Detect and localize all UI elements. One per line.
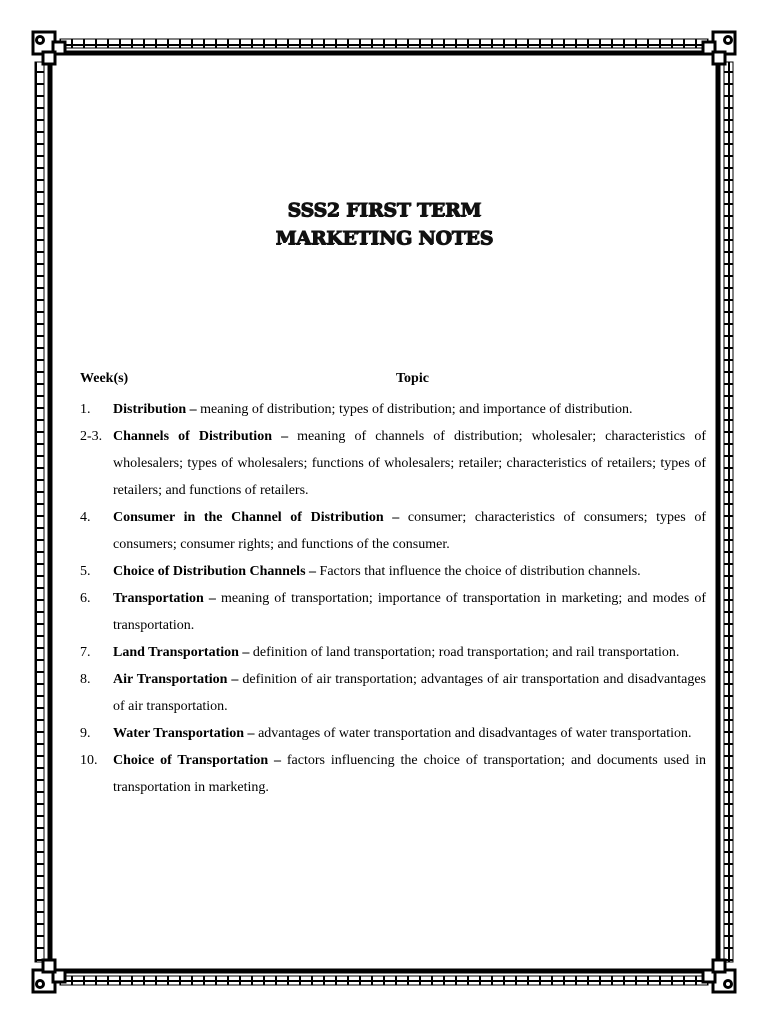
topic-heading: Channels of Distribution – xyxy=(113,429,289,444)
week-number: 10. xyxy=(80,753,98,768)
week-number: 7. xyxy=(80,645,91,660)
week-column-header: Week(s) xyxy=(80,371,129,386)
week-number: 2-3. xyxy=(80,429,103,444)
topic-item xyxy=(80,585,706,639)
topic-item xyxy=(80,747,706,801)
topic-heading: Choice of Distribution Channels – xyxy=(113,564,317,579)
topic-details: Factors that influence the choice of distribution channels. xyxy=(316,564,641,579)
topic-details: meaning of transportation; importance of transportation in marketing; and modes of transportation. xyxy=(113,591,706,633)
topic-details: meaning of distribution; types of distribution; and importance of distribution. xyxy=(196,402,633,417)
topic-heading: Land Transportation – xyxy=(113,645,250,660)
topic-item xyxy=(80,396,706,423)
week-number: 9. xyxy=(80,726,91,741)
topic-item xyxy=(80,639,706,666)
week-number: 6. xyxy=(80,591,91,606)
topic-heading: Transportation – xyxy=(113,591,216,606)
topic-column-header: Topic xyxy=(396,371,429,386)
corner-ornament-tl xyxy=(33,32,65,64)
topic-item xyxy=(80,504,706,558)
topic-details: meaning of channels of distribution; wholesaler; characteristics of wholesalers; types of wholesalers; functions of wholesalers; retailer; characteristics of retailers; types of retailers; and functions of retailers. xyxy=(113,429,706,498)
topic-heading: Distribution – xyxy=(113,402,197,417)
topic-item xyxy=(80,558,706,585)
topic-item xyxy=(80,423,706,504)
week-number: 4. xyxy=(80,510,91,525)
topic-details: consumer; characteristics of consumers; types of consumers; consumer rights; and functions of the consumer. xyxy=(113,510,706,552)
corner-ornament-tr xyxy=(703,32,735,64)
week-number: 5. xyxy=(80,564,91,579)
topic-heading: Choice of Transportation – xyxy=(113,753,282,768)
topic-details: definition of land transportation; road transportation; and rail transportation. xyxy=(249,645,680,660)
topic-details: factors influencing the choice of transportation; and documents used in transportation in marketing. xyxy=(113,753,707,795)
topic-heading: Consumer in the Channel of Distribution – xyxy=(113,510,400,525)
topic-heading: Air Transportation – xyxy=(113,672,239,687)
topic-heading: Water Transportation – xyxy=(113,726,255,741)
topic-item xyxy=(80,666,706,720)
topic-list xyxy=(80,396,706,801)
corner-ornament-br xyxy=(703,960,735,992)
topic-details: definition of air transportation; advantages of air transportation and disadvantages of air transportation. xyxy=(113,672,706,714)
document-title-line1: SSS2 FIRST TERM xyxy=(287,199,481,221)
week-number: 1. xyxy=(80,402,91,417)
week-number: 8. xyxy=(80,672,91,687)
topic-item xyxy=(80,720,706,747)
corner-ornament-bl xyxy=(33,960,65,992)
topic-details: advantages of water transportation and disadvantages of water transportation. xyxy=(254,726,692,741)
document-title-line2: MARKETING NOTES xyxy=(275,227,493,249)
